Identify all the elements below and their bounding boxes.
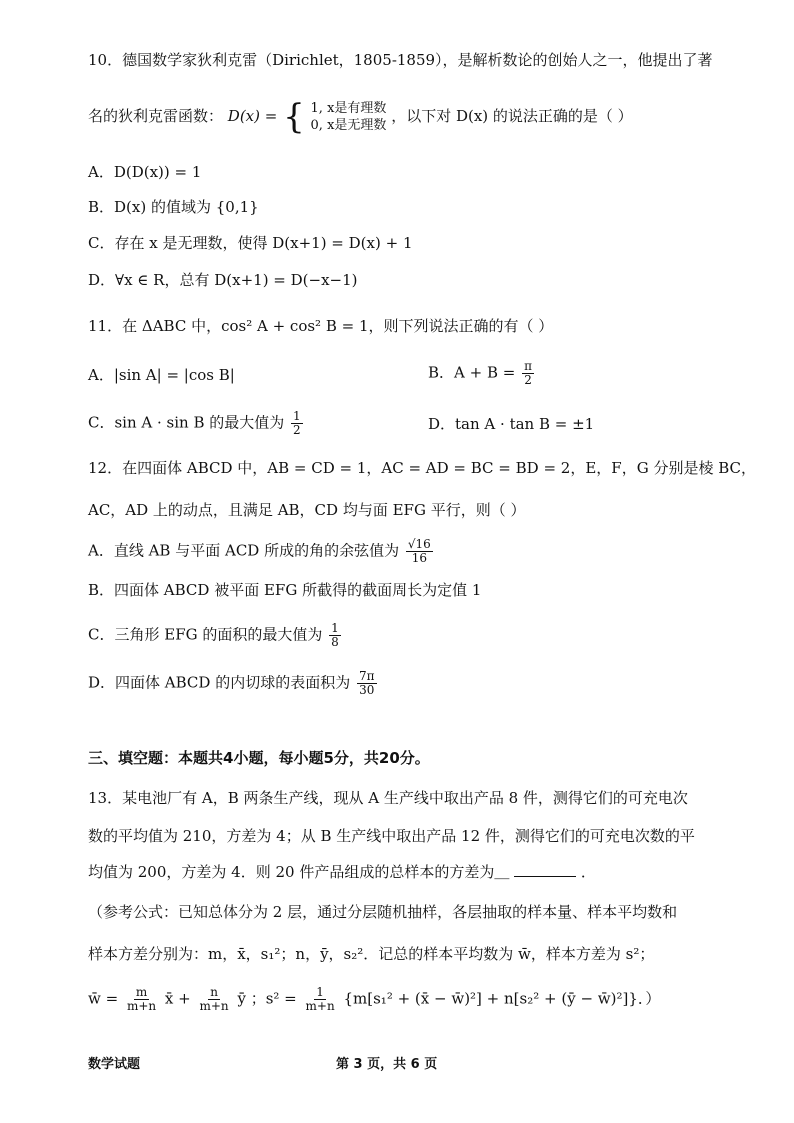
q11-stem: 11．在 ΔABC 中，cos² A + cos² B = 1，则下列说法正确的有（ ）: [88, 317, 554, 335]
q12-option-d-prefix: D．四面体 ABCD 的内切球的表面积为: [88, 673, 351, 692]
q12-line2: AC，AD 上的动点，且满足 AB，CD 均与面 EFG 平行，则（ ）: [88, 501, 526, 519]
q12-option-c-fraction: [329, 622, 341, 649]
q10-option-b: B．D(x) 的值域为 {0,1}: [88, 198, 259, 216]
q11-option-b-fraction: [522, 360, 534, 387]
formula-w-lhs: w̄ =: [88, 989, 119, 1008]
q10-line1: 10．德国数学家狄利克雷（Dirichlet，1805-1859），是解析数论的创始人之一，他提出了著: [88, 51, 713, 69]
fraction-denominator: m+n: [305, 999, 335, 1013]
fraction-numerator: 1: [293, 409, 301, 423]
formula-variance-tail: {m[s₁² + (x̄ − w̄)²] + n[s₂² + (ȳ − w̄)²]}．）: [343, 989, 661, 1008]
q10-case-rational: 1, x是有理数: [310, 101, 387, 116]
fraction-numerator: n: [210, 985, 218, 999]
fraction-denominator: 2: [524, 373, 532, 387]
q10-cases: [311, 100, 387, 134]
footer-subject: 数学试题: [88, 1057, 141, 1072]
q11-option-a: A．|sin A| = |cos B|: [88, 366, 235, 384]
q10-left-brace: {: [283, 97, 305, 137]
q11-option-c-fraction: [291, 410, 303, 437]
q12-option-a-prefix: A．直线 AB 与平面 ACD 所成的角的余弦值为: [88, 541, 400, 560]
formula-x-bar-term: x̄ +: [164, 989, 191, 1008]
formula-s2-lhs: ȳ ；s² =: [237, 989, 297, 1008]
q10-line2: [88, 97, 633, 137]
q12-line1: 12．在四面体 ABCD 中，AB = CD = 1，AC = AD = BC = BD = 2，E，F，G 分别是棱 BC，: [88, 459, 756, 477]
fraction-denominator: 16: [411, 551, 427, 565]
q10-option-a: A．D(D(x)) = 1: [88, 163, 202, 181]
q13-line1: 13．某电池厂有 A，B 两条生产线，现从 A 生产线中取出产品 8 件，测得它们的可充电次: [88, 789, 688, 807]
q13-reference-line2: 样本方差分别为：m，x̄，s₁²；n，ȳ，s₂²．记总的样本平均数为 w̄，样本方差为 s²；: [88, 945, 655, 963]
fraction-denominator: 2: [293, 423, 301, 437]
q12-option-b: B．四面体 ABCD 被平面 EFG 所截得的截面周长为定值 1: [88, 581, 482, 599]
q11-option-d: D．tan A · tan B = ±1: [428, 415, 595, 433]
formula-fraction-m: [125, 986, 158, 1013]
q13-reference-formula: [88, 986, 660, 1013]
q10-line2-prefix: 名的狄利克雷函数：: [88, 107, 224, 125]
q10-func-lhs: D(x) =: [227, 107, 278, 125]
formula-fraction-one: [304, 986, 337, 1013]
fraction-numerator: √16: [407, 537, 431, 551]
q13-line2: 数的平均值为 210，方差为 4；从 B 生产线中取出产品 12 件，测得它们的可充电次数的平: [88, 827, 695, 845]
fraction-denominator: 30: [359, 683, 375, 697]
fraction-numerator: π: [524, 359, 532, 373]
q11-option-b: [428, 360, 536, 387]
fraction-denominator: m+n: [199, 999, 229, 1013]
q12-option-a-fraction: [406, 538, 433, 565]
fraction-numerator: m: [135, 985, 148, 999]
formula-fraction-n: [198, 986, 231, 1013]
q11-option-c-prefix: C．sin A · sin B 的最大值为: [88, 413, 285, 432]
q12-option-d-fraction: [357, 670, 377, 697]
q12-option-c-prefix: C．三角形 EFG 的面积的最大值为: [88, 625, 323, 644]
section3-heading: 三、填空题：本题共4小题，每小题5分，共20分。: [88, 749, 430, 767]
fraction-numerator: 7π: [358, 669, 375, 683]
fraction-denominator: 8: [331, 635, 339, 649]
q13-line3-text: 均值为 200，方差为 4．则 20 件产品组成的总样本的方差为＿: [88, 863, 510, 881]
q10-option-d: D．∀x ∈ R，总有 D(x+1) = D(−x−1): [88, 271, 358, 289]
fraction-numerator: 1: [316, 985, 324, 999]
footer-page-number: 第 3 页，共 6 页: [336, 1057, 438, 1072]
q10-line2-suffix: ，以下对 D(x) 的说法正确的是（ ）: [391, 107, 633, 125]
q10-case-irrational: 0, x是无理数: [310, 118, 387, 133]
q13-reference-line1: （参考公式：已知总体分为 2 层，通过分层随机抽样，各层抽取的样本量、样本平均数和: [88, 903, 678, 921]
q10-option-c: C．存在 x 是无理数，使得 D(x+1) = D(x) + 1: [88, 234, 413, 252]
q11-option-b-prefix: B．A + B =: [428, 363, 516, 382]
answer-blank[interactable]: [514, 862, 576, 877]
q13-line3: [88, 862, 596, 882]
q13-line3-end: ．: [580, 863, 596, 881]
q12-option-a: [88, 538, 435, 565]
q12-option-d: [88, 670, 379, 697]
q11-option-c: [88, 410, 305, 437]
fraction-numerator: 1: [331, 621, 339, 635]
fraction-denominator: m+n: [126, 999, 157, 1013]
q12-option-c: [88, 622, 343, 649]
